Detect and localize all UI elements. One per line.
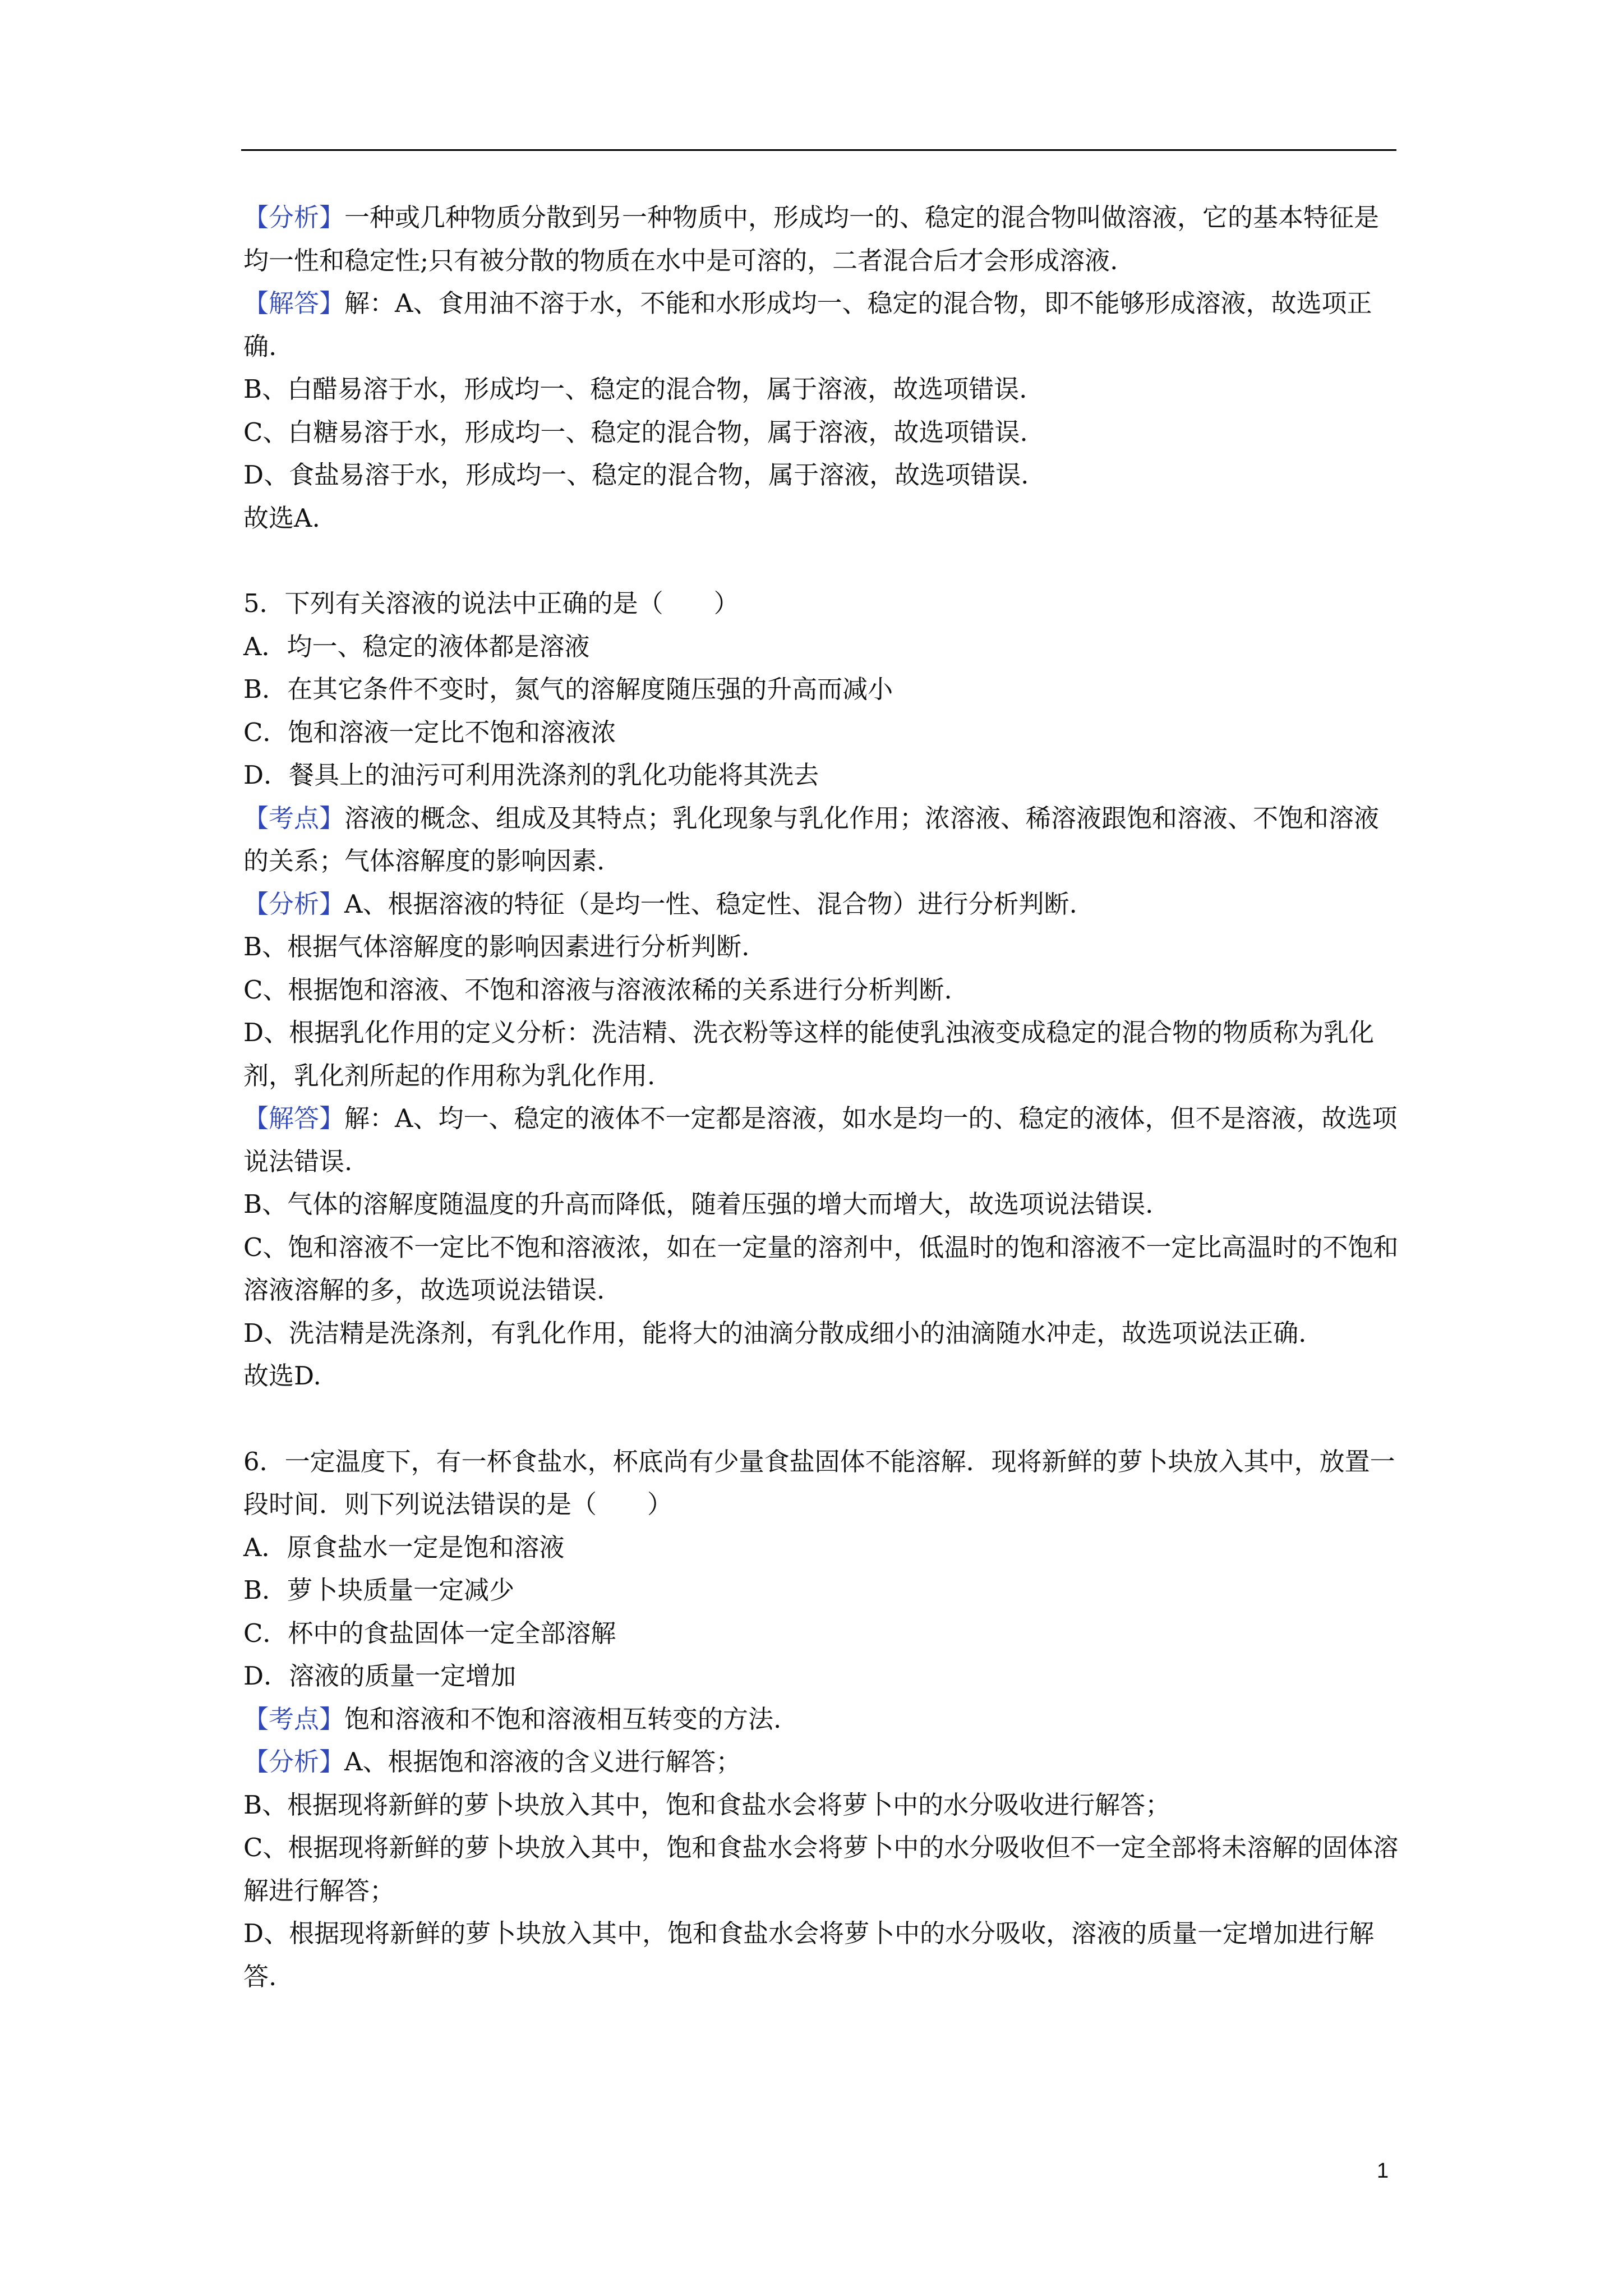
document-body: [243, 196, 1399, 1998]
text-paragraph: [243, 497, 1399, 540]
text-paragraph: [243, 282, 1399, 368]
paragraph-text: 6．一定温度下，有一杯食盐水，杯底尚有少量食盐固体不能溶解．现将新鲜的萝卜块放入其中，放置一段时间．则下列说法错误的是（ ）: [243, 1446, 1395, 1519]
section-tag: 【解答】: [243, 288, 345, 318]
paragraph-text: C、饱和溶液不一定比不饱和溶液浓，如在一定量的溶剂中，低温时的饱和溶液不一定比高温时的不饱和溶液溶解的多，故选项说法错误.: [243, 1232, 1399, 1305]
paragraph-text: C、根据现将新鲜的萝卜块放入其中，饱和食盐水会将萝卜中的水分吸收但不一定全部将未溶解的固体溶解进行解答；: [243, 1833, 1399, 1906]
paragraph-text: C、白糖易溶于水，形成均一、稳定的混合物，属于溶液，故选项错误.: [243, 417, 1028, 447]
text-paragraph: [243, 625, 1399, 669]
section-tag: 【考点】: [243, 1704, 345, 1734]
paragraph-text: D、洗洁精是洗涤剂，有乳化作用，能将大的油滴分散成细小的油滴随水冲走，故选项说法正确.: [243, 1318, 1307, 1348]
paragraph-text: C．饱和溶液一定比不饱和溶液浓: [243, 717, 616, 747]
text-paragraph: [243, 1826, 1399, 1912]
paragraph-gap: [243, 1398, 1399, 1441]
section-tag: 【解答】: [243, 1103, 345, 1133]
paragraph-text: C．杯中的食盐固体一定全部溶解: [243, 1618, 616, 1648]
paragraph-text: D、根据乳化作用的定义分析：洗洁精、洗衣粉等这样的能使乳浊液变成稳定的混合物的物质称为乳化剂，乳化剂所起的作用称为乳化作用.: [243, 1018, 1375, 1091]
paragraph-text: 一种或几种物质分散到另一种物质中，形成均一的、稳定的混合物叫做溶液，它的基本特征是均一性和稳定性;只有被分散的物质在水中是可溶的，二者混合后才会形成溶液.: [243, 203, 1380, 275]
text-paragraph: [243, 1741, 1399, 1784]
text-paragraph: [243, 1612, 1399, 1655]
text-paragraph: [243, 368, 1399, 411]
text-paragraph: [243, 797, 1399, 883]
paragraph-text: B、白醋易溶于水，形成均一、稳定的混合物，属于溶液，故选项错误.: [243, 374, 1027, 404]
text-paragraph: [243, 1569, 1399, 1612]
text-paragraph: [243, 926, 1399, 969]
paragraph-text: D、根据现将新鲜的萝卜块放入其中，饱和食盐水会将萝卜中的水分吸收，溶液的质量一定增加进行解答.: [243, 1918, 1375, 1991]
paragraph-text: D、食盐易溶于水，形成均一、稳定的混合物，属于溶液，故选项错误.: [243, 460, 1029, 490]
text-paragraph: [243, 754, 1399, 797]
paragraph-text: 故选A.: [243, 503, 320, 533]
page-number: 1: [1377, 2159, 1389, 2183]
paragraph-text: 解：A、食用油不溶于水，不能和水形成均一、稳定的混合物，即不能够形成溶液，故选项正确.: [243, 288, 1372, 361]
text-paragraph: [243, 582, 1399, 625]
paragraph-text: A．均一、稳定的液体都是溶液: [243, 631, 590, 661]
text-paragraph: [243, 969, 1399, 1012]
text-paragraph: [243, 711, 1399, 754]
paragraph-text: 溶液的概念、组成及其特点；乳化现象与乳化作用；浓溶液、稀溶液跟饱和溶液、不饱和溶液的关系；气体溶解度的影响因素.: [243, 803, 1380, 876]
paragraph-text: A、根据溶液的特征（是均一性、稳定性、混合物）进行分析判断.: [344, 889, 1077, 919]
paragraph-text: B、根据现将新鲜的萝卜块放入其中，饱和食盐水会将萝卜中的水分吸收进行解答；: [243, 1789, 1171, 1820]
paragraph-text: B、气体的溶解度随温度的升高而降低，随着压强的增大而增大，故选项说法错误.: [243, 1189, 1154, 1219]
text-paragraph: [243, 1183, 1399, 1226]
paragraph-text: B、根据气体溶解度的影响因素进行分析判断.: [243, 932, 750, 961]
text-paragraph: [243, 411, 1399, 454]
section-tag: 【分析】: [243, 889, 345, 919]
text-paragraph: [243, 196, 1399, 282]
text-paragraph: [243, 454, 1399, 497]
header-rule: [241, 149, 1396, 151]
paragraph-text: 饱和溶液和不饱和溶液相互转变的方法.: [344, 1704, 782, 1734]
text-paragraph: [243, 1526, 1399, 1570]
paragraph-text: 5．下列有关溶液的说法中正确的是（ ）: [243, 588, 739, 618]
section-tag: 【考点】: [243, 803, 345, 833]
paragraph-text: 解：A、均一、稳定的液体不一定都是溶液，如水是均一的、稳定的液体，但不是溶液，故选项说法错误.: [243, 1103, 1398, 1176]
paragraph-text: A、根据饱和溶液的含义进行解答；: [344, 1747, 741, 1777]
text-paragraph: [243, 1011, 1399, 1097]
text-paragraph: [243, 1784, 1399, 1827]
text-paragraph: [243, 1698, 1399, 1741]
text-paragraph: [243, 1226, 1399, 1312]
text-paragraph: [243, 1355, 1399, 1398]
text-paragraph: [243, 1912, 1399, 1998]
paragraph-text: D．餐具上的油污可利用洗涤剂的乳化功能将其洗去: [243, 760, 819, 790]
paragraph-text: B．萝卜块质量一定减少: [243, 1575, 515, 1605]
paragraph-text: A．原食盐水一定是饱和溶液: [243, 1532, 565, 1562]
text-paragraph: [243, 1655, 1399, 1698]
text-paragraph: [243, 1441, 1399, 1526]
paragraph-text: B．在其它条件不变时，氮气的溶解度随压强的升高而减小: [243, 674, 893, 704]
text-paragraph: [243, 883, 1399, 926]
paragraph-text: D．溶液的质量一定增加: [243, 1661, 517, 1691]
section-tag: 【分析】: [243, 1747, 345, 1777]
text-paragraph: [243, 1097, 1399, 1183]
paragraph-gap: [243, 540, 1399, 582]
text-paragraph: [243, 668, 1399, 711]
section-tag: 【分析】: [243, 203, 345, 232]
text-paragraph: [243, 1312, 1399, 1355]
paragraph-text: C、根据饱和溶液、不饱和溶液与溶液浓稀的关系进行分析判断.: [243, 974, 952, 1005]
paragraph-text: 故选D.: [243, 1361, 321, 1391]
